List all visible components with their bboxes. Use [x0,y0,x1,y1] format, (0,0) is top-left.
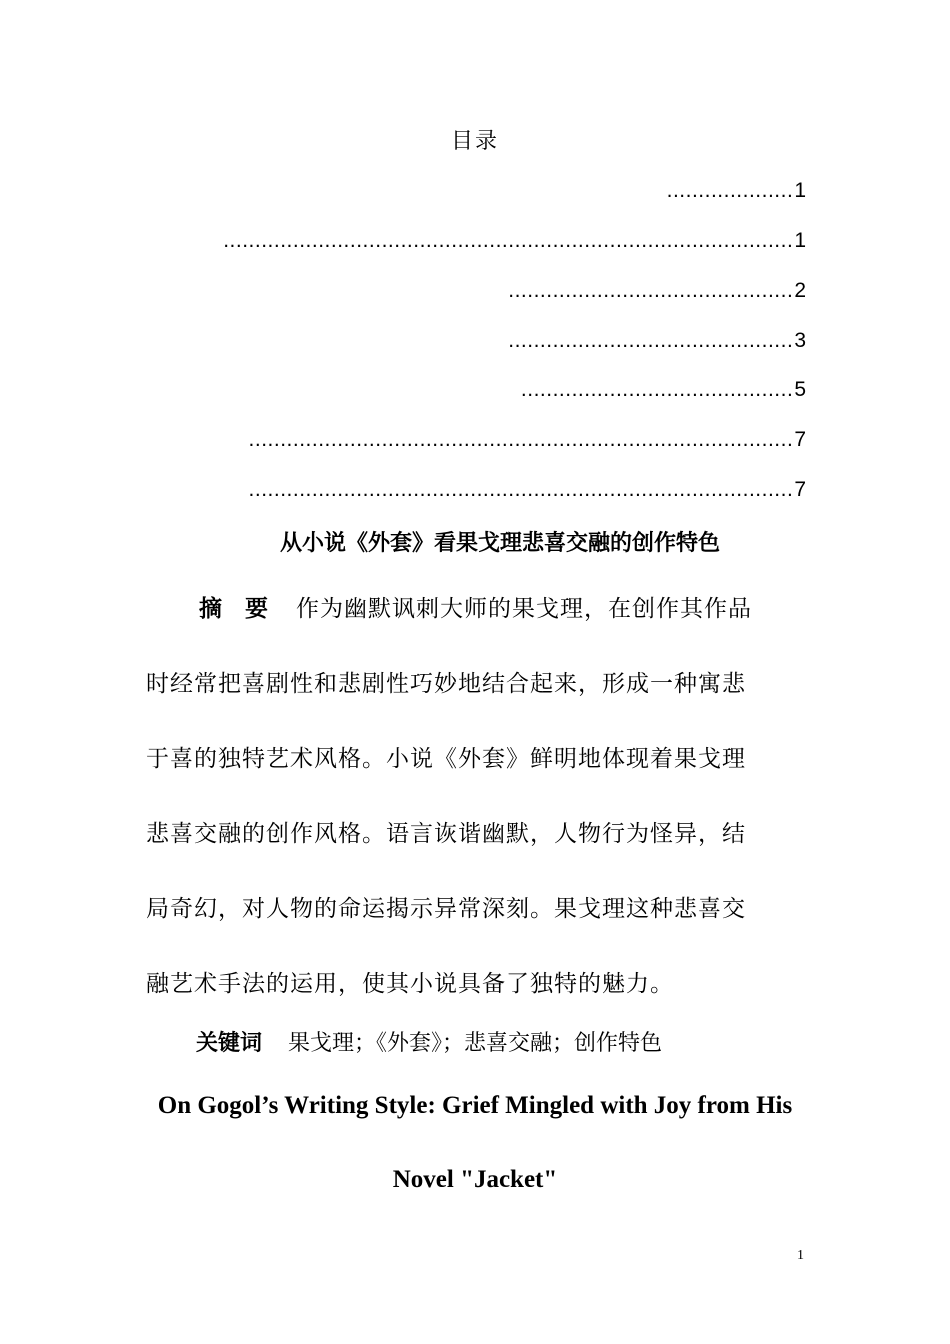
toc-leader-dots: ...................................................................................... [248,428,794,451]
toc-entry[interactable] [249,422,806,452]
abstract-text: 于喜的独特艺术风格。小说《外套》鲜明地体现着果戈理 [146,746,746,772]
toc-page-number: 1 [794,229,806,252]
toc-entry[interactable] [521,372,806,402]
toc-page-number: 5 [794,378,806,401]
abstract-text: 局奇幻，对人物的命运揭示异常深刻。果戈理这种悲喜交 [146,896,746,922]
toc-entry[interactable] [249,472,806,502]
toc-leader-dots: ............................................. [508,329,794,352]
chinese-article-title: 从小说《外套》看果戈理悲喜交融的创作特色 [279,531,720,556]
abstract-text: 时经常把喜剧性和悲剧性巧妙地结合起来，形成一种寓悲 [146,671,746,697]
toc-leader-dots: .......................................................................................... [223,229,794,252]
keywords-text: 果戈理；《外套》；悲喜交融；创作特色 [288,1031,663,1056]
toc-leader-dots: ............................................. [508,279,794,302]
toc-page-number: 1 [794,179,806,202]
keywords-label: 关键词 [196,1031,263,1056]
toc-entry[interactable] [508,323,806,353]
abstract-text: 融艺术手法的运用，使其小说具备了独特的魅力。 [146,971,674,997]
toc-entry[interactable] [508,273,806,303]
toc-leader-dots: ...................................................................................... [248,478,794,501]
toc-title: 目录 [450,129,499,154]
toc-leader-dots: .................... [666,179,794,202]
abstract-first-line [199,590,859,623]
abstract-label: 摘 要 [199,596,268,622]
toc-page-number: 3 [794,329,806,352]
english-title-line-1: On Gogol’s Writing Style: Grief Mingled with Joy from His [157,1092,793,1119]
toc-entry[interactable] [223,223,806,253]
toc-entry[interactable] [667,173,806,203]
page-number: 1 [797,1248,804,1263]
toc-page-number: 7 [794,478,806,501]
english-title-line-2: Novel "Jacket" [392,1166,558,1193]
keywords-line [196,1026,662,1057]
toc-page-number: 7 [794,428,806,451]
toc-page-number: 2 [794,279,806,302]
abstract-text: 悲喜交融的创作风格。语言诙谐幽默，人物行为怪异，结 [146,821,746,847]
abstract-text: 作为幽默讽刺大师的果戈理，在创作其作品 [296,596,752,622]
toc-leader-dots: ........................................... [520,378,794,401]
